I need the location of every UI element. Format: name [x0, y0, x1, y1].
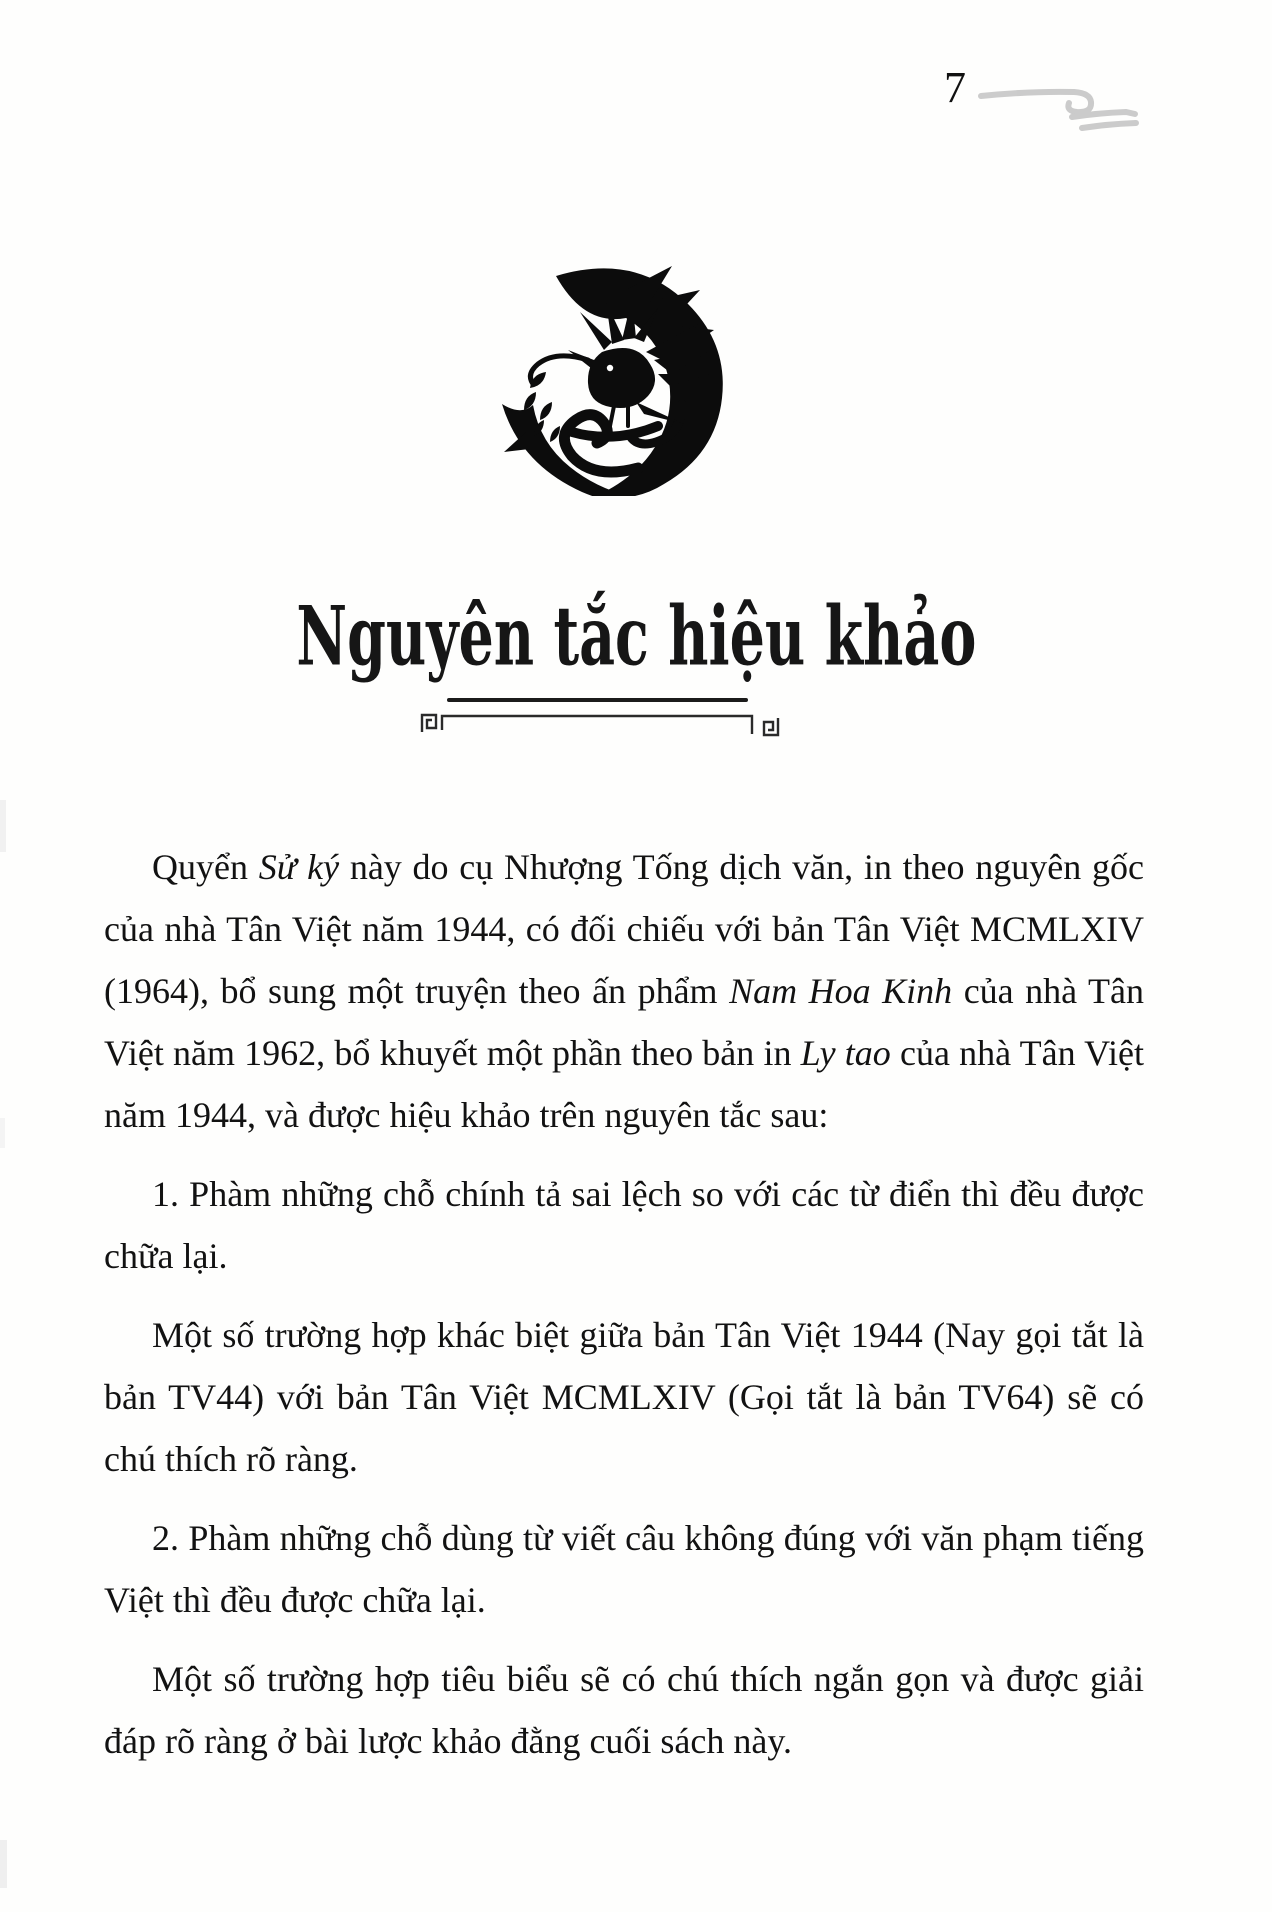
- text-run: Một số trường hợp khác biệt giữa bản Tân Việt 1944 (Nay gọi tắt là bản TV44) với bản Tân Việt MCMLXIV (Gọi tắt là bản TV64) sẽ có chú thích rõ ràng.: [104, 1315, 1144, 1479]
- book-title-italic: Nam Hoa Kinh: [729, 971, 953, 1011]
- phoenix-moon-emblem-icon: [486, 256, 726, 496]
- text-run: Quyển: [152, 847, 259, 887]
- text-run: 2. Phàm những chỗ dùng từ viết câu không đúng với văn phạm tiếng Việt thì đều được chữa lại.: [104, 1518, 1144, 1620]
- chapter-title: [0, 584, 1272, 690]
- scan-artifact: [0, 1840, 7, 1888]
- greek-key-bracket-icon: [420, 704, 780, 748]
- cloud-scroll-icon: [976, 82, 1144, 142]
- text-run: Một số trường hợp tiêu biểu sẽ có chú thích ngắn gọn và được giải đáp rõ ràng ở bài lược khảo đằng cuối sách này.: [104, 1659, 1144, 1761]
- paragraph: [104, 1304, 1144, 1490]
- chapter-title-text: Nguyên tắc hiệu khảo: [295, 589, 977, 685]
- text-run: của nhà Tân Việt năm 1944, và được hiệu khảo trên nguyên tắc sau:: [104, 1033, 1144, 1135]
- body-text: [104, 836, 1144, 1789]
- paragraph: [104, 1163, 1144, 1287]
- text-run: 1. Phàm những chỗ chính tả sai lệch so với các từ điển thì đều được chữa lại.: [104, 1174, 1144, 1276]
- title-underline-rule: [447, 698, 748, 702]
- paragraph: [104, 1507, 1144, 1631]
- page-number: 7: [944, 63, 966, 112]
- book-title-italic: Ly tao: [800, 1033, 891, 1073]
- text-run: của nhà Tân Việt năm 1962, bổ khuyết một phần theo bản in: [104, 971, 1144, 1073]
- scan-artifact: [0, 1118, 5, 1148]
- scan-artifact: [0, 800, 6, 852]
- book-title-italic: Sử ký: [258, 847, 340, 887]
- paragraph: [104, 836, 1144, 1146]
- paragraph: [104, 1648, 1144, 1772]
- text-run: này do cụ Nhượng Tống dịch văn, in theo nguyên gốc của nhà Tân Việt năm 1944, có đối chiếu với bản Tân Việt MCMLXIV (1964), bổ sung một truyện theo ấn phẩm: [104, 847, 1145, 1011]
